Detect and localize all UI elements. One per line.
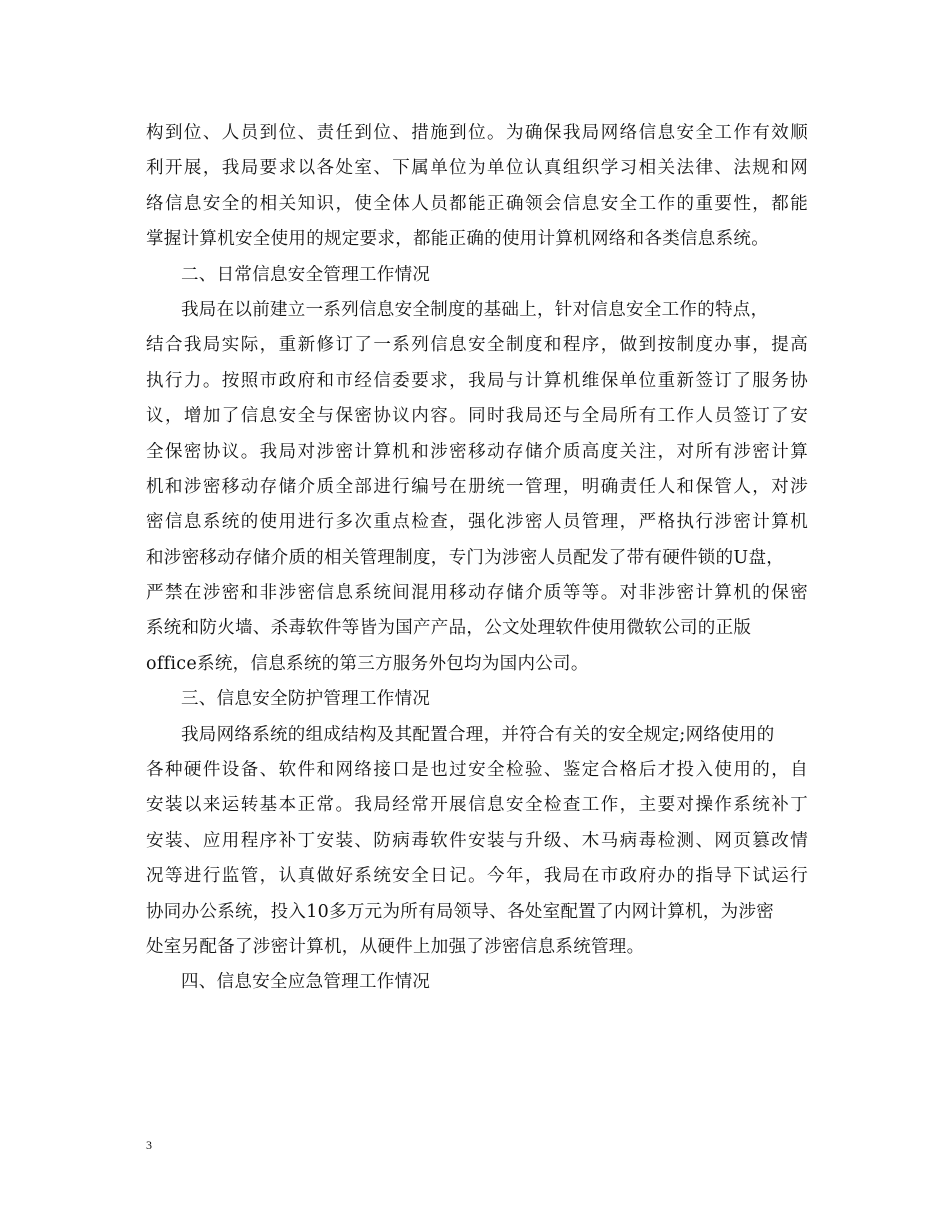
body-line-4: 掌握计算机安全使用的规定要求，都能正确的使用计算机网络和各类信息系统。: [146, 229, 769, 250]
section-heading-3: 三、信息安全防护管理工作情况: [181, 689, 431, 710]
body-line-9: 议，增加了信息安全与保密协议内容。同时我局还与全局所有工作人员签订了安: [146, 406, 808, 427]
section-heading-4: 四、信息安全应急管理工作情况: [181, 972, 431, 993]
body-line-14: 严禁在涉密和非涉密信息系统间混用移动存储介质等等。对非涉密计算机的保密: [146, 583, 808, 604]
body-line-11: 机和涉密移动存储介质全部进行编号在册统一管理，明确责任人和保管人，对涉: [146, 476, 808, 497]
body-line-1: 构到位、人员到位、责任到位、措施到位。为确保我局网络信息安全工作有效顺: [146, 123, 808, 143]
body-line-2: 利开展，我局要求以各处室、下属单位为单位认真组织学习相关法律、法规和网: [146, 158, 808, 179]
body-line-22: 况等进行监管，认真做好系统安全日记。今年，我局在市政府办的指导下试运行: [146, 866, 808, 887]
body-line-23: 协同办公系统，投入10多万元为所有局领导、各处室配置了内网计算机，为涉密: [146, 901, 775, 922]
body-line-20: 安装以来运转基本正常。我局经常开展信息安全检查工作，主要对操作系统补丁: [146, 795, 808, 816]
body-line-18: 我局网络系统的组成结构及其配置合理，并符合有关的安全规定;网络使用的: [181, 724, 775, 745]
document-body: [146, 116, 808, 1001]
body-line-10: 全保密协议。我局对涉密计算机和涉密移动存储介质高度关注，对所有涉密计算: [146, 441, 808, 462]
body-line-7: 结合我局实际，重新修订了一系列信息安全制度和程序，做到按制度办事，提高: [146, 335, 808, 356]
body-line-8: 执行力。按照市政府和市经信委要求，我局与计算机维保单位重新签订了服务协: [146, 370, 808, 391]
body-line-21: 安装、应用程序补丁安装、防病毒软件安装与升级、木马病毒检测、网页篡改情: [146, 830, 808, 851]
body-line-24: 处室另配备了涉密计算机，从硬件上加强了涉密信息系统管理。: [146, 936, 645, 957]
body-line-12: 密信息系统的使用进行多次重点检查，强化涉密人员管理，严格执行涉密计算机: [146, 512, 808, 533]
page-number: 3: [146, 1138, 152, 1152]
section-heading-2: 二、日常信息安全管理工作情况: [181, 264, 431, 285]
body-line-15: 系统和防火墙、杀毒软件等皆为国产产品，公文处理软件使用微软公司的正版: [146, 618, 752, 639]
body-line-19: 各种硬件设备、软件和网络接口是也过安全检验、鉴定合格后才投入使用的，自: [146, 760, 808, 781]
body-line-6: 我局在以前建立一系列信息安全制度的基础上，针对信息安全工作的特点，: [181, 299, 769, 320]
body-line-3: 络信息安全的相关知识，使全体人员都能正确领会信息安全工作的重要性，都能: [146, 193, 808, 214]
body-line-16: office系统，信息系统的第三方服务外包均为国内公司。: [146, 653, 589, 674]
body-line-13: 和涉密移动存储介质的相关管理制度，专门为涉密人员配发了带有硬件锁的U盘，: [146, 547, 785, 568]
